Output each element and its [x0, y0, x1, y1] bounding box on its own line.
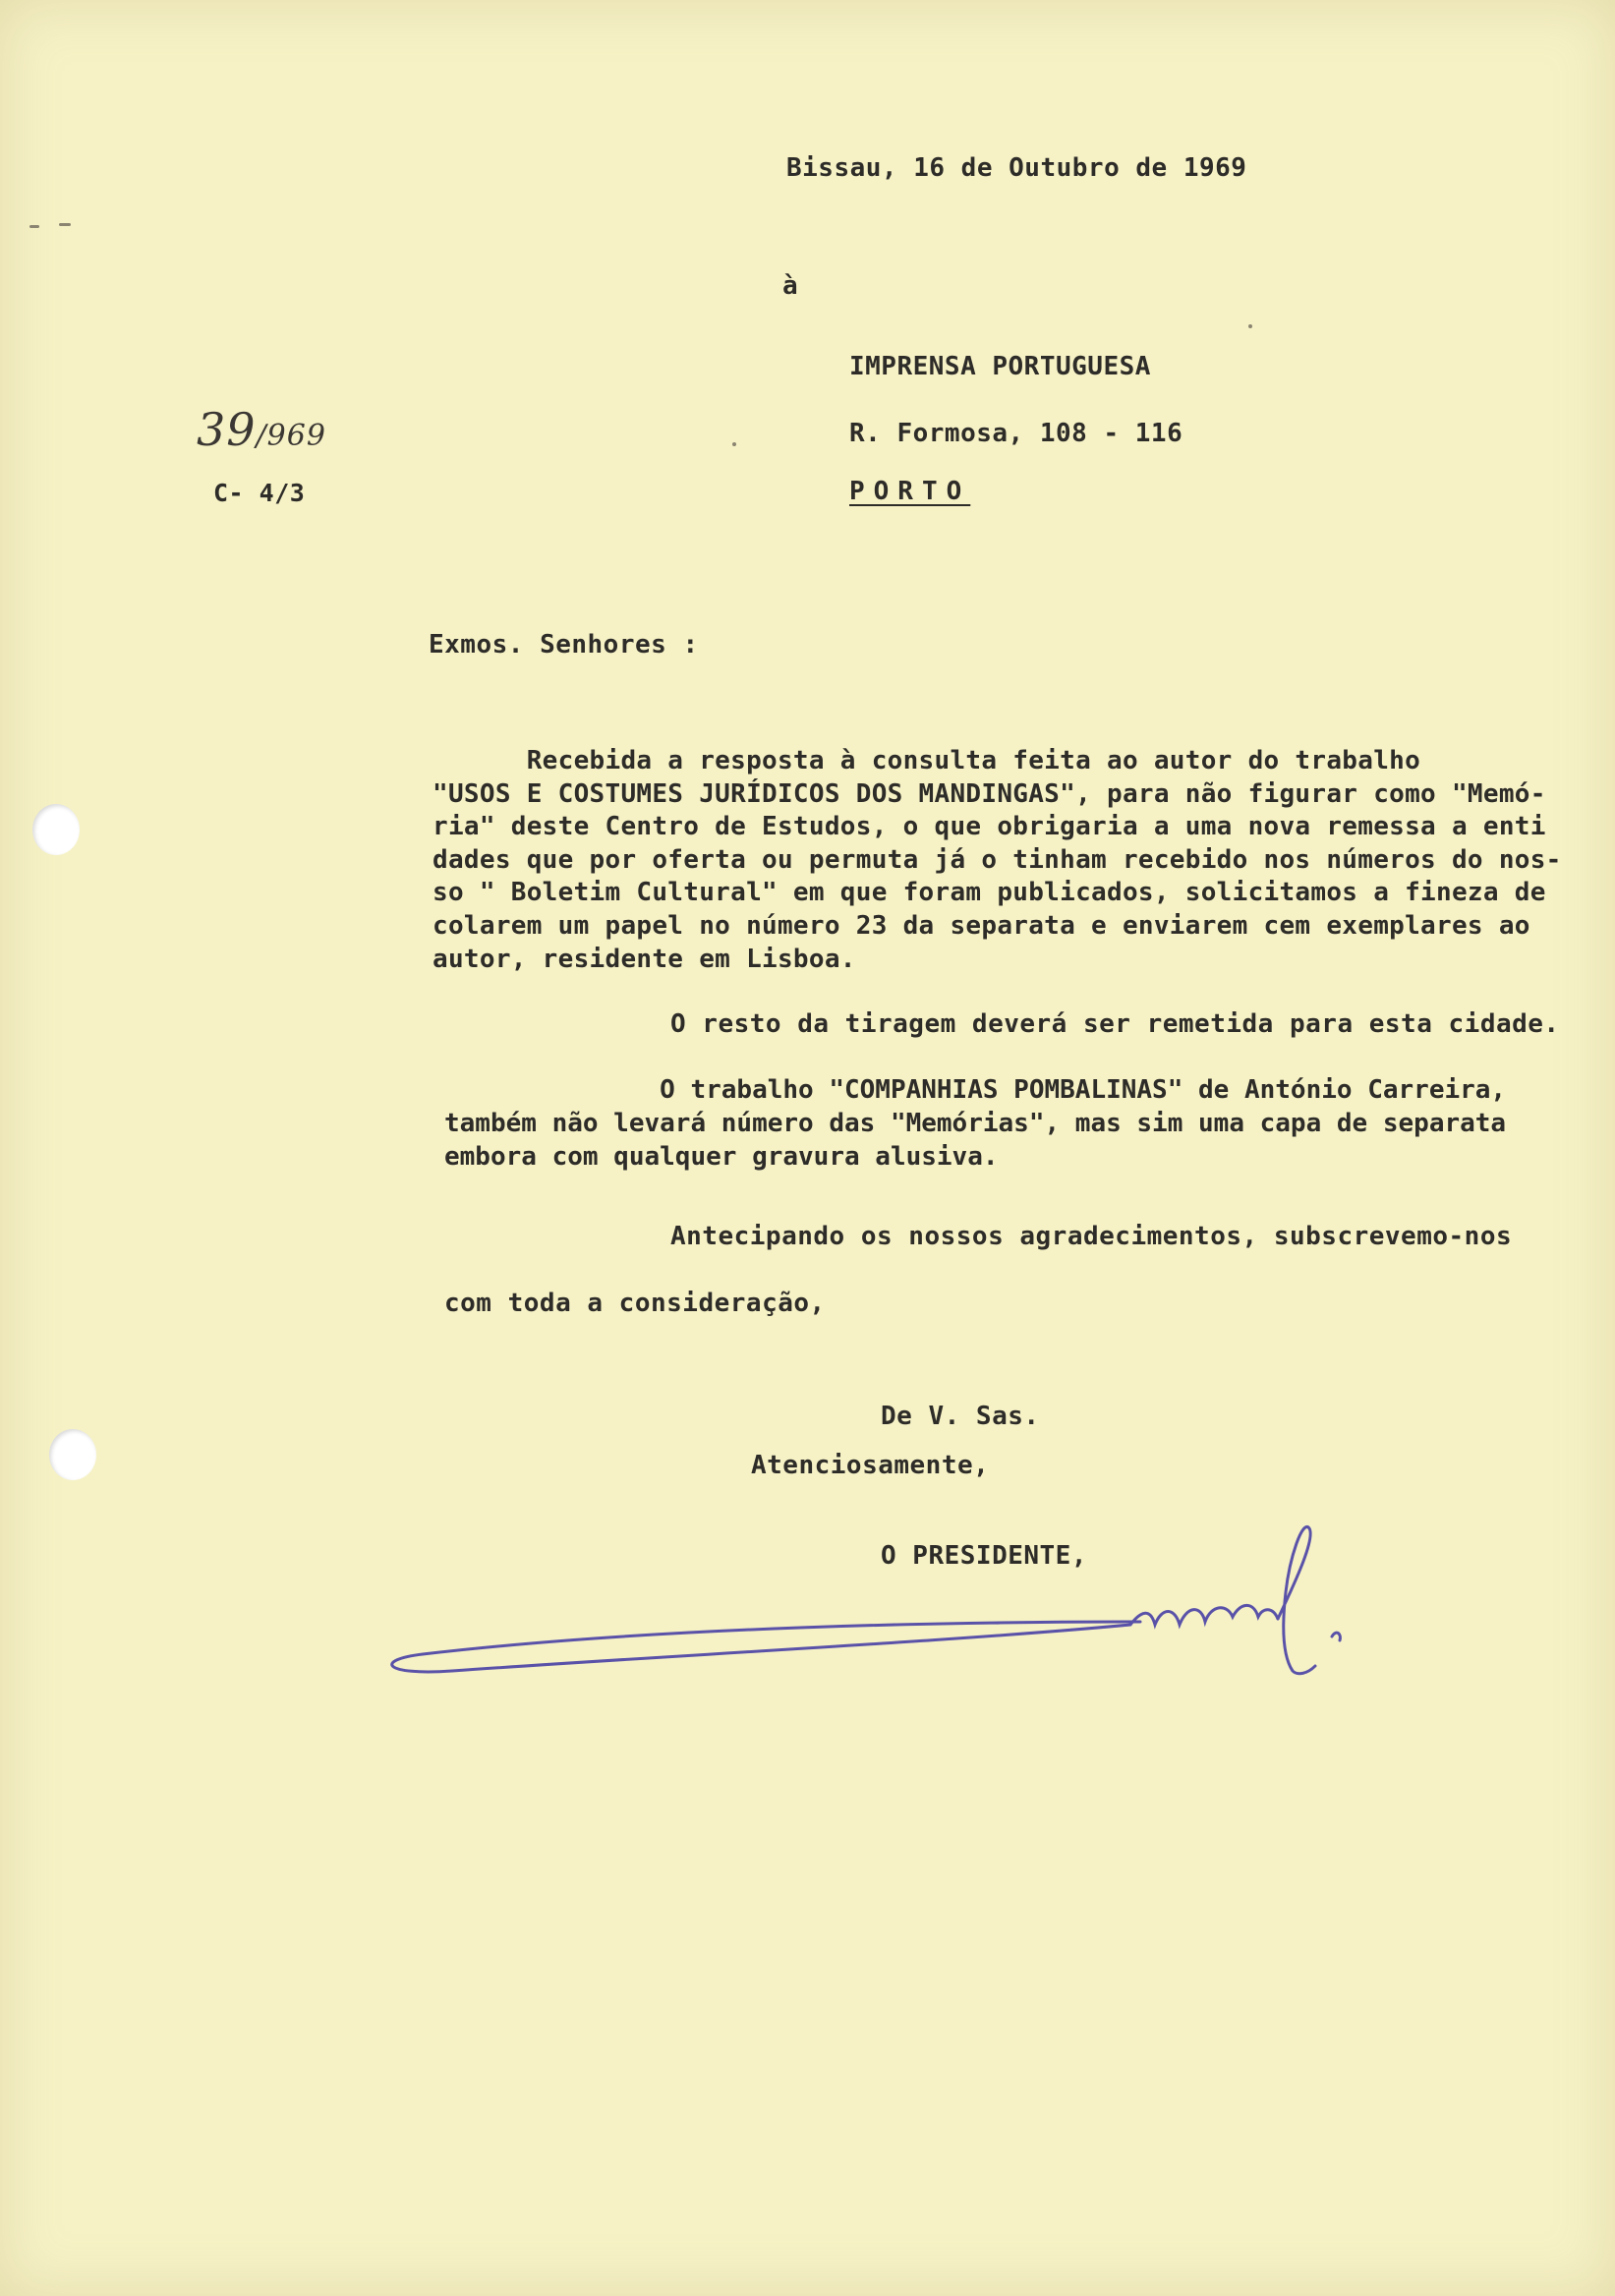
paragraph-line: dades que por oferta ou permuta já o tinham recebido nos números do nos- [433, 844, 1562, 875]
paragraph-line: O trabalho "COMPANHIAS POMBALINAS" de António Carreira, [444, 1075, 1507, 1105]
paragraph-line: autor, residente em Lisboa. [433, 944, 856, 974]
handwritten-signature [364, 1519, 1445, 1695]
punch-hole [49, 1429, 96, 1480]
recipient-street: R. Formosa, 108 - 116 [849, 419, 1183, 448]
handwritten-reference-number [197, 403, 326, 456]
paper-speck [29, 225, 39, 228]
recipient-name: IMPRENSA PORTUGUESA [849, 352, 1151, 381]
paragraph-1 [433, 745, 1602, 976]
reference-code: C- 4/3 [213, 479, 306, 507]
closing-regards: Atenciosamente, [751, 1451, 990, 1480]
handwritten-number: 39 [197, 403, 257, 456]
paper-speck [59, 223, 71, 226]
paragraph-line: embora com qualquer gravura alusiva. [444, 1142, 999, 1172]
address-prefix: à [782, 271, 799, 301]
paragraph-4: Antecipando os nossos agradecimentos, subscrevemo-nos [670, 1222, 1513, 1251]
paragraph-4-tail: com toda a consideração, [444, 1289, 826, 1318]
closing-signatory-title: O PRESIDENTE, [881, 1541, 1087, 1571]
recipient-city: PORTO [849, 477, 971, 506]
paragraph-line: so " Boletim Cultural" em que foram publicados, solicitamos a fineza de [433, 878, 1546, 908]
paragraph-2: O resto da tiragem deverá ser remetida para esta cidade. [670, 1009, 1560, 1039]
punch-hole [32, 804, 80, 855]
dateline: Bissau, 16 de Outubro de 1969 [786, 153, 1247, 183]
paragraph-3 [444, 1073, 1506, 1174]
paragraph-line: colarem um papel no número 23 da separata e enviarem cem exemplares ao [433, 910, 1530, 941]
handwritten-year: /969 [256, 419, 326, 453]
paper-speck [732, 442, 736, 446]
closing-formula: De V. Sas. [881, 1402, 1040, 1431]
paragraph-line: Recebida a resposta à consulta feita ao autor do trabalho [433, 746, 1421, 775]
salutation: Exmos. Senhores : [429, 630, 699, 660]
paper-speck [1248, 324, 1252, 328]
paragraph-line: também não levará número das "Memórias", mas sim uma capa de separata [444, 1109, 1507, 1138]
paragraph-line: ria" deste Centro de Estudos, o que obrigaria a uma nova remessa a enti [433, 812, 1546, 842]
paragraph-line: "USOS E COSTUMES JURÍDICOS DOS MANDINGAS", para não figurar como "Memó- [433, 778, 1546, 809]
